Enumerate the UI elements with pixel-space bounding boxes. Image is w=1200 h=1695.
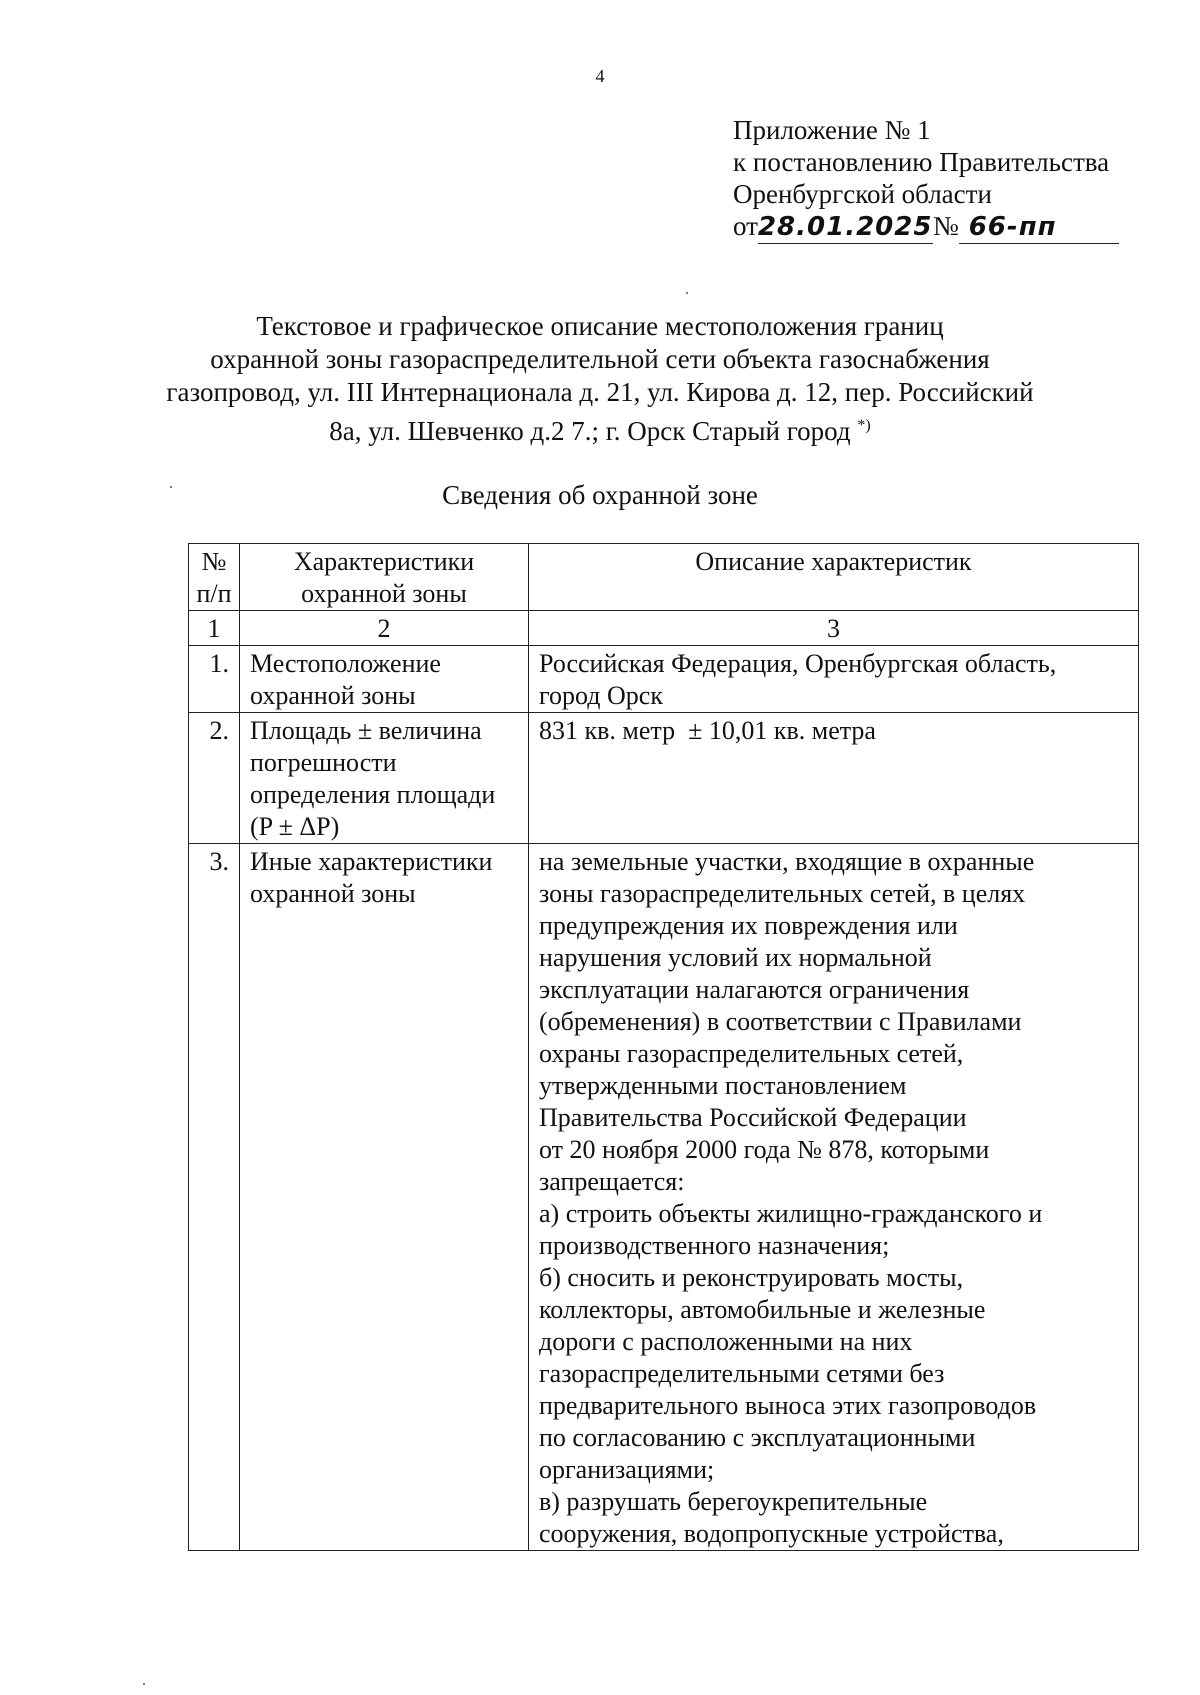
description-line: зоны газораспределительных сетей, в целях (539, 879, 1026, 908)
description-line: сооружения, водопропускные устройства, (539, 1519, 1004, 1548)
description-line: коллекторы, автомобильные и железные (539, 1295, 986, 1324)
row-description (529, 844, 1139, 1551)
description-line: запрещается: (539, 1167, 685, 1196)
description-line: б) сносить и реконструировать мосты, (539, 1263, 964, 1292)
appendix-region: Оренбургской области (733, 179, 992, 209)
scan-speck (143, 1683, 145, 1685)
handwritten-number: 66-пп (968, 212, 1057, 242)
description-line: Правительства Российской Федерации (539, 1103, 967, 1132)
appendix-decree: к постановлению Правительства (733, 147, 1110, 177)
description-line: охраны газораспределительных сетей, (539, 1039, 964, 1068)
description-line: эксплуатации налагаются ограничения (539, 975, 970, 1004)
appendix-title: Приложение № 1 (733, 115, 931, 145)
row-characteristic: Местоположение охранной зоны (240, 646, 529, 713)
row-number: 1. (189, 646, 240, 713)
row-description (529, 713, 1139, 844)
title-line-3: газопровод, ул. III Интернационала д. 21, ул. Кирова д. 12, пер. Российский (166, 377, 1034, 407)
column-number-3: 3 (529, 611, 1139, 646)
description-line: от 20 ноября 2000 года № 878, которыми (539, 1135, 990, 1164)
row-characteristic: Площадь ± величина погрешности определения площади (P ± ΔP) (240, 713, 529, 844)
row-description (529, 646, 1139, 713)
row-number: 2. (189, 713, 240, 844)
handwritten-date: 28.01.2025 (757, 212, 933, 242)
description-line: организациями; (539, 1455, 715, 1484)
table-row (189, 713, 1139, 844)
column-number-1: 1 (189, 611, 240, 646)
description-line: на земельные участки, входящие в охранные (539, 847, 1035, 876)
footnote-mark: *) (857, 417, 871, 434)
table-row (189, 844, 1139, 1551)
number-label: № (932, 211, 959, 241)
table-row (189, 646, 1139, 713)
description-line: город Орск (539, 681, 663, 710)
description-line: утвержденными постановлением (539, 1071, 907, 1100)
title-line-4: 8а, ул. Шевченко д.2 7.; г. Орск Старый город (329, 416, 851, 446)
description-line: а) строить объекты жилищно-гражданского и (539, 1199, 1043, 1228)
table-header-row (189, 544, 1139, 611)
section-subtitle: Сведения об охранной зоне (442, 480, 758, 510)
header-description: Описание характеристик (529, 544, 1139, 611)
description-line: 831 кв. метр ± 10,01 кв. метра (539, 716, 876, 745)
column-number-2: 2 (240, 611, 529, 646)
description-line: газораспределительными сетями без (539, 1359, 945, 1388)
description-line: в) разрушать берегоукрепительные (539, 1487, 928, 1516)
description-line: Российская Федерация, Оренбургская область, (539, 649, 1057, 678)
description-line: по согласованию с эксплуатационными (539, 1423, 976, 1452)
row-characteristic: Иные характеристики охранной зоны (240, 844, 529, 1551)
description-line: нарушения условий их нормальной (539, 943, 932, 972)
description-line: дороги с расположенными на них (539, 1327, 913, 1356)
description-line: предупреждения их повреждения или (539, 911, 958, 940)
column-number-row (189, 611, 1139, 646)
title-line-1: Текстовое и графическое описание местоположения границ (256, 311, 944, 341)
description-line: производственного назначения; (539, 1231, 890, 1260)
title-line-2: охранной зоны газораспределительной сети объекта газоснабжения (210, 344, 990, 374)
document-title (150, 310, 1050, 448)
description-line: (обременения) в соответствии с Правилами (539, 1007, 1022, 1036)
appendix-date-number (733, 210, 1119, 244)
appendix-block (733, 114, 1119, 244)
protection-zone-table (188, 543, 1139, 1551)
header-characteristic: Характеристики охранной зоны (240, 544, 529, 611)
description-line: предварительного выноса этих газопроводов (539, 1391, 1037, 1420)
from-label: от (733, 211, 758, 241)
page-number: 4 (595, 66, 605, 86)
row-number: 3. (189, 844, 240, 1551)
scan-speck (686, 292, 688, 294)
header-number: № п/п (189, 544, 240, 611)
